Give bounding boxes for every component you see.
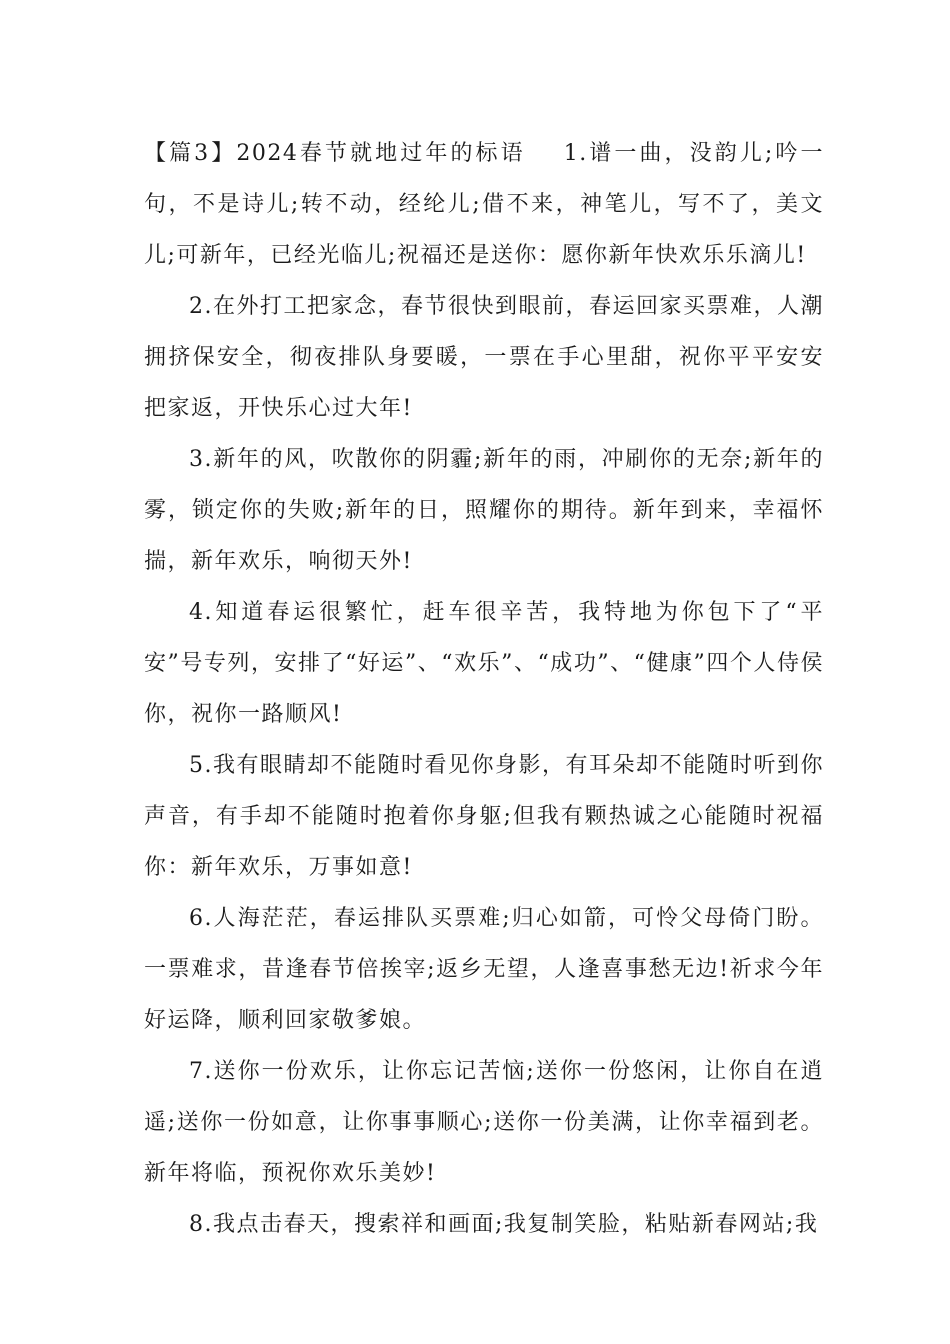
document-heading: 【篇3】2024春节就地过年的标语 <box>144 141 526 166</box>
document-body <box>144 128 824 1250</box>
list-item-7: 7.送你一份欢乐，让你忘记苦恼;送你一份悠闲，让你自在逍遥;送你一份如意，让你事事顺心;送你一份美满，让你幸福到老。新年将临，预祝你欢乐美妙! <box>144 1059 824 1186</box>
list-item-4: 4.知道春运很繁忙，赶车很辛苦，我特地为你包下了“平安”号专列，安排了“好运”、“欢乐”、“成功”、“健康”四个人侍侯你，祝你一路顺风! <box>144 600 824 727</box>
list-item-1: 1.谱一曲，没韵儿;吟一句，不是诗儿;转不动，经纶儿;借不来，神笔儿，写不了，美文儿;可新年，已经光临儿;祝福还是送你：愿你新年快欢乐乐滴儿! <box>144 141 824 268</box>
list-item-2: 2.在外打工把家念，春节很快到眼前，春运回家买票难，人潮拥挤保安全，彻夜排队身要暖，一票在手心里甜，祝你平平安安把家返，开快乐心过大年! <box>144 294 824 421</box>
list-item-6: 6.人海茫茫，春运排队买票难;归心如箭，可怜父母倚门盼。一票难求，昔逢春节倍挨宰;返乡无望，人逢喜事愁无边!祈求今年好运降，顺利回家敬爹娘。 <box>144 906 824 1033</box>
list-item-8: 8.我点击春天，搜索祥和画面;我复制笑脸，粘贴新春网站;我 <box>189 1212 819 1237</box>
list-item-5: 5.我有眼睛却不能随时看见你身影，有耳朵却不能随时听到你声音，有手却不能随时抱着你身躯;但我有颗热诚之心能随时祝福你：新年欢乐，万事如意! <box>144 753 824 880</box>
first-paragraph <box>144 128 824 281</box>
list-item-3: 3.新年的风，吹散你的阴霾;新年的雨，冲刷你的无奈;新年的雾，锁定你的失败;新年的日，照耀你的期待。新年到来，幸福怀揣，新年欢乐，响彻天外! <box>144 447 824 574</box>
